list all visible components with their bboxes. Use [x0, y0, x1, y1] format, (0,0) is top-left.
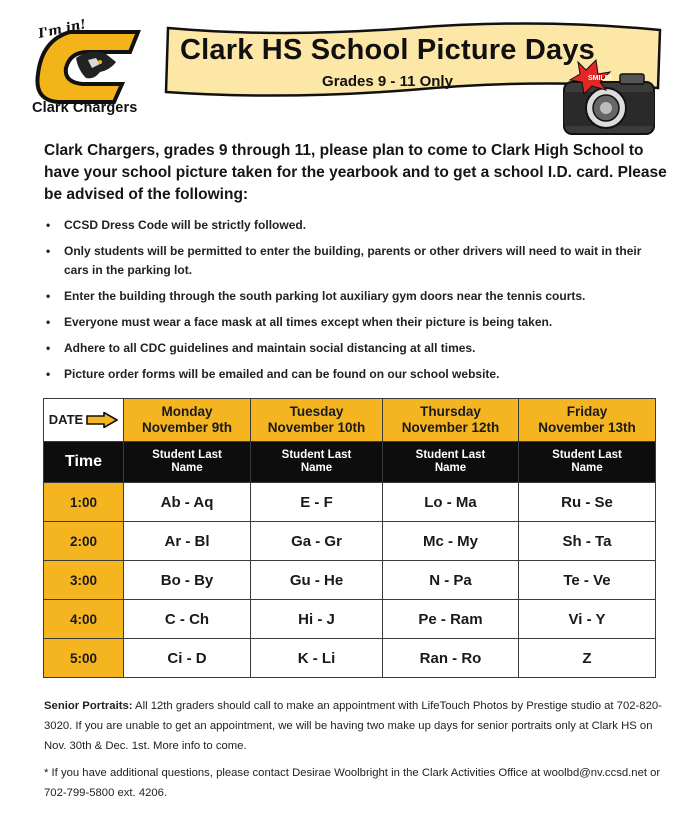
list-item [44, 313, 666, 332]
time-cell: 4:00 [44, 600, 124, 639]
senior-portraits-text: All 12th graders should call to make an appointment with LifeTouch Photos by Prestige studio at 702-820-3020. If you are unable to get an appointment, we will be having two make up days for senior portraits only at Clark HS on Nov. 30th & Dec. 1st. More info to come. [44, 700, 662, 752]
name-range-cell: Mc - My [383, 522, 519, 561]
list-item-text: Everyone must wear a face mask at all times except when their picture is being taken. [64, 315, 553, 329]
name-range-cell: Ga - Gr [251, 522, 383, 561]
logo-script-text: I'm in! [36, 17, 88, 42]
arrow-right-icon [86, 412, 118, 428]
table-row [44, 639, 656, 678]
list-item-text: Adhere to all CDC guidelines and maintain social distancing at all times. [64, 341, 476, 355]
intro-paragraph: Clark Chargers, grades 9 through 11, please plan to come to Clark High School to have your school picture taken for the yearbook and to get a school I.D. card. Please be advised of the following: [44, 142, 667, 203]
last-name-header: Student Last Name [519, 442, 656, 483]
camera-icon [558, 58, 662, 140]
camera-burst-text: SMILE! [588, 75, 612, 82]
footer-notes [44, 696, 664, 810]
name-range-cell: Te - Ve [519, 561, 656, 600]
name-range-cell: Ab - Aq [124, 483, 251, 522]
name-range-cell: K - Li [251, 639, 383, 678]
time-cell: 5:00 [44, 639, 124, 678]
time-header: Time [44, 442, 124, 483]
name-range-cell: Lo - Ma [383, 483, 519, 522]
page-title: Clark HS School Picture Days [180, 34, 595, 66]
name-range-cell: Ru - Se [519, 483, 656, 522]
day-header-tuesday: Tuesday November 10th [251, 399, 383, 442]
table-row [44, 483, 656, 522]
day-header-friday: Friday November 13th [519, 399, 656, 442]
bullet-icon: • [46, 367, 51, 381]
time-cell: 2:00 [44, 522, 124, 561]
name-range-cell: Ar - Bl [124, 522, 251, 561]
contact-note: * If you have additional questions, please contact Desirae Woolbright in the Clark Activities Office at woolbd@nv.ccsd.net or 702-799-5800 ext. 4206. [44, 767, 661, 799]
guidelines-list [44, 216, 666, 391]
name-range-cell: C - Ch [124, 600, 251, 639]
last-name-header: Student Last Name [251, 442, 383, 483]
list-item [44, 339, 666, 358]
logo-name: Clark Chargers [32, 100, 138, 116]
time-cell: 3:00 [44, 561, 124, 600]
name-range-cell: Ci - D [124, 639, 251, 678]
name-range-cell: Gu - He [251, 561, 383, 600]
clark-chargers-logo [30, 18, 148, 118]
bullet-icon: • [46, 341, 51, 355]
date-label: DATE [48, 412, 84, 427]
name-range-cell: Pe - Ram [383, 600, 519, 639]
bullet-icon: • [46, 315, 51, 329]
name-range-cell: N - Pa [383, 561, 519, 600]
list-item [44, 216, 666, 235]
name-range-cell: Ran - Ro [383, 639, 519, 678]
list-item-text: Picture order forms will be emailed and can be found on our school website. [64, 367, 500, 381]
bullet-icon: • [46, 244, 51, 258]
name-range-cell: Sh - Ta [519, 522, 656, 561]
list-item-text: CCSD Dress Code will be strictly followed. [64, 218, 307, 232]
list-item [44, 242, 666, 280]
senior-portraits-note [44, 696, 664, 756]
page-subtitle: Grades 9 - 11 Only [322, 73, 453, 90]
senior-portraits-label: Senior Portraits: [44, 700, 133, 712]
name-range-cell: Bo - By [124, 561, 251, 600]
list-item [44, 365, 666, 384]
name-range-cell: Vi - Y [519, 600, 656, 639]
last-name-header: Student Last Name [383, 442, 519, 483]
list-item-text: Only students will be permitted to enter the building, parents or other drivers will need to wait in their cars in the parking lot. [64, 244, 642, 277]
bullet-icon: • [46, 218, 51, 232]
table-row [44, 600, 656, 639]
table-row [44, 561, 656, 600]
last-name-header: Student Last Name [124, 442, 251, 483]
bullet-icon: • [46, 289, 51, 303]
list-item [44, 287, 666, 306]
day-header-thursday: Thursday November 12th [383, 399, 519, 442]
schedule-table [43, 398, 656, 678]
time-cell: 1:00 [44, 483, 124, 522]
name-range-cell: Z [519, 639, 656, 678]
list-item-text: Enter the building through the south parking lot auxiliary gym doors near the tennis courts. [64, 289, 586, 303]
table-row-dates [44, 399, 656, 442]
table-row [44, 522, 656, 561]
date-label-cell [44, 399, 124, 442]
name-range-cell: E - F [251, 483, 383, 522]
day-header-monday: Monday November 9th [124, 399, 251, 442]
name-range-cell: Hi - J [251, 600, 383, 639]
table-header-row [44, 442, 656, 483]
